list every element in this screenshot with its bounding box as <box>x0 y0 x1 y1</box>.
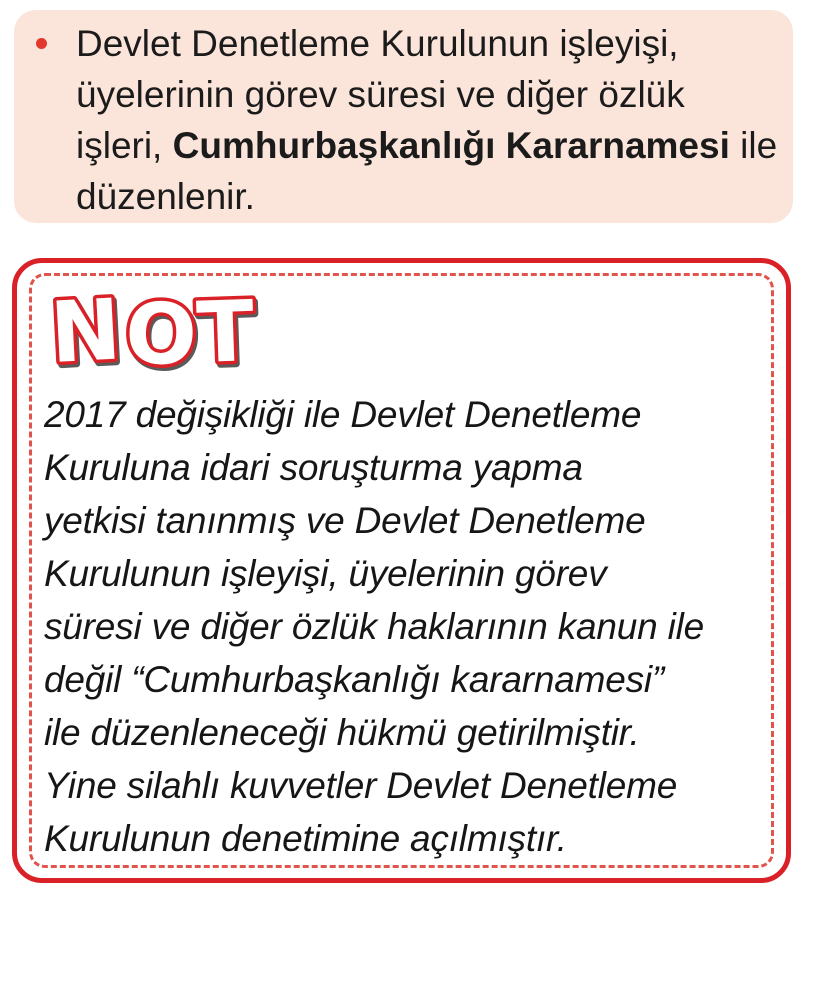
note-line: değil “Cumhurbaşkanlığı kararnamesi” <box>44 659 665 700</box>
note-line: Kurulunun işleyişi, üyelerinin görev <box>44 553 607 594</box>
note-line: yetkisi tanınmış ve Devlet Denetleme <box>44 500 646 541</box>
note-line: Kuruluna idari soruşturma yapma <box>44 447 583 488</box>
note-inner-dashed-border <box>29 273 774 868</box>
bullet-dot-icon <box>36 38 47 49</box>
text-segment-bold: Cumhurbaşkanlığı Kararnamesi <box>172 125 730 166</box>
note-title-text: NOT <box>47 288 258 380</box>
note-line: Kurulunun denetimine açılmıştır. <box>44 818 567 859</box>
text-segment: işleri, <box>76 125 173 166</box>
highlight-box <box>14 10 793 223</box>
note-line: Yine silahlı kuvvetler Devlet Denetleme <box>44 765 678 806</box>
note-box <box>12 258 791 883</box>
text-line: düzenlenir. <box>76 176 255 217</box>
text-line <box>76 120 777 171</box>
note-title-bubble <box>44 288 274 380</box>
text-segment: ile <box>729 125 778 166</box>
text-line: Devlet Denetleme Kurulunun işleyişi, <box>76 23 679 64</box>
highlight-text <box>76 18 777 222</box>
note-line: süresi ve diğer özlük haklarının kanun ile <box>44 606 705 647</box>
note-line: ile düzenleneceği hükmü getirilmiştir. <box>44 712 640 753</box>
note-text <box>44 388 765 865</box>
text-line: üyelerinin görev süresi ve diğer özlük <box>76 74 685 115</box>
note-line: 2017 değişikliği ile Devlet Denetleme <box>44 394 642 435</box>
